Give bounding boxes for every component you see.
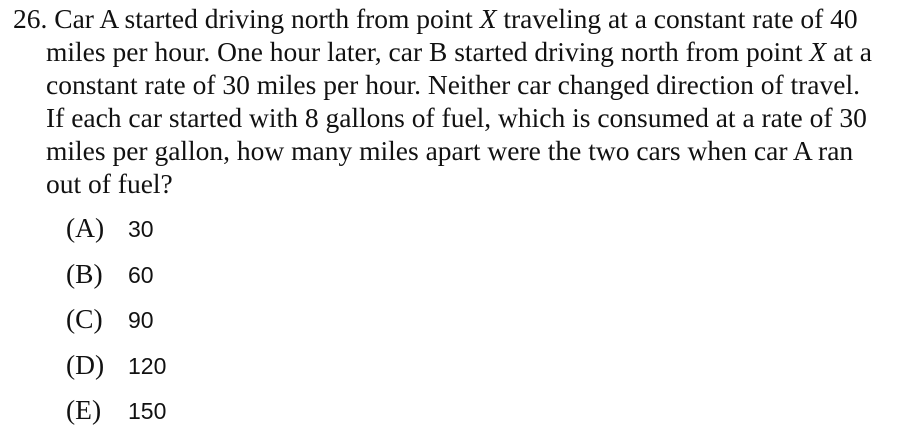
variable-x: X (809, 36, 827, 67)
question-text (13, 2, 893, 200)
choice-value: 150 (128, 398, 167, 424)
choice-value: 60 (128, 261, 154, 288)
choice-e[interactable] (66, 390, 166, 436)
question-line-1: 26. Car A started driving north from point X traveling at a constant rate of 40 (13, 3, 858, 34)
choice-a[interactable] (66, 208, 166, 254)
choice-value: 30 (128, 216, 154, 242)
choice-b[interactable] (66, 254, 166, 300)
choice-value: 120 (128, 352, 167, 379)
variable-x: X (479, 3, 497, 34)
question-number: 26. (13, 3, 48, 34)
choice-letter: (D) (66, 348, 105, 380)
choice-letter: (B) (66, 257, 103, 289)
question-line-3: constant rate of 30 miles per hour. Neither car changed direction of travel. (46, 69, 860, 100)
answer-choices (66, 208, 166, 436)
question-line-2: miles per hour. One hour later, car B started driving north from point X at a (46, 36, 872, 67)
question-line-4: If each car started with 8 gallons of fuel, which is consumed at a rate of 30 (46, 102, 867, 133)
choice-letter: (E) (66, 394, 102, 425)
question-line-6: out of fuel? (46, 168, 173, 199)
choice-d[interactable] (66, 345, 166, 391)
choice-c[interactable] (66, 299, 166, 345)
choice-letter: (C) (66, 303, 103, 334)
question-line-5: miles per gallon, how many miles apart were the two cars when car A ran (46, 135, 854, 166)
choice-letter: (A) (66, 212, 105, 243)
choice-value: 90 (128, 307, 154, 333)
